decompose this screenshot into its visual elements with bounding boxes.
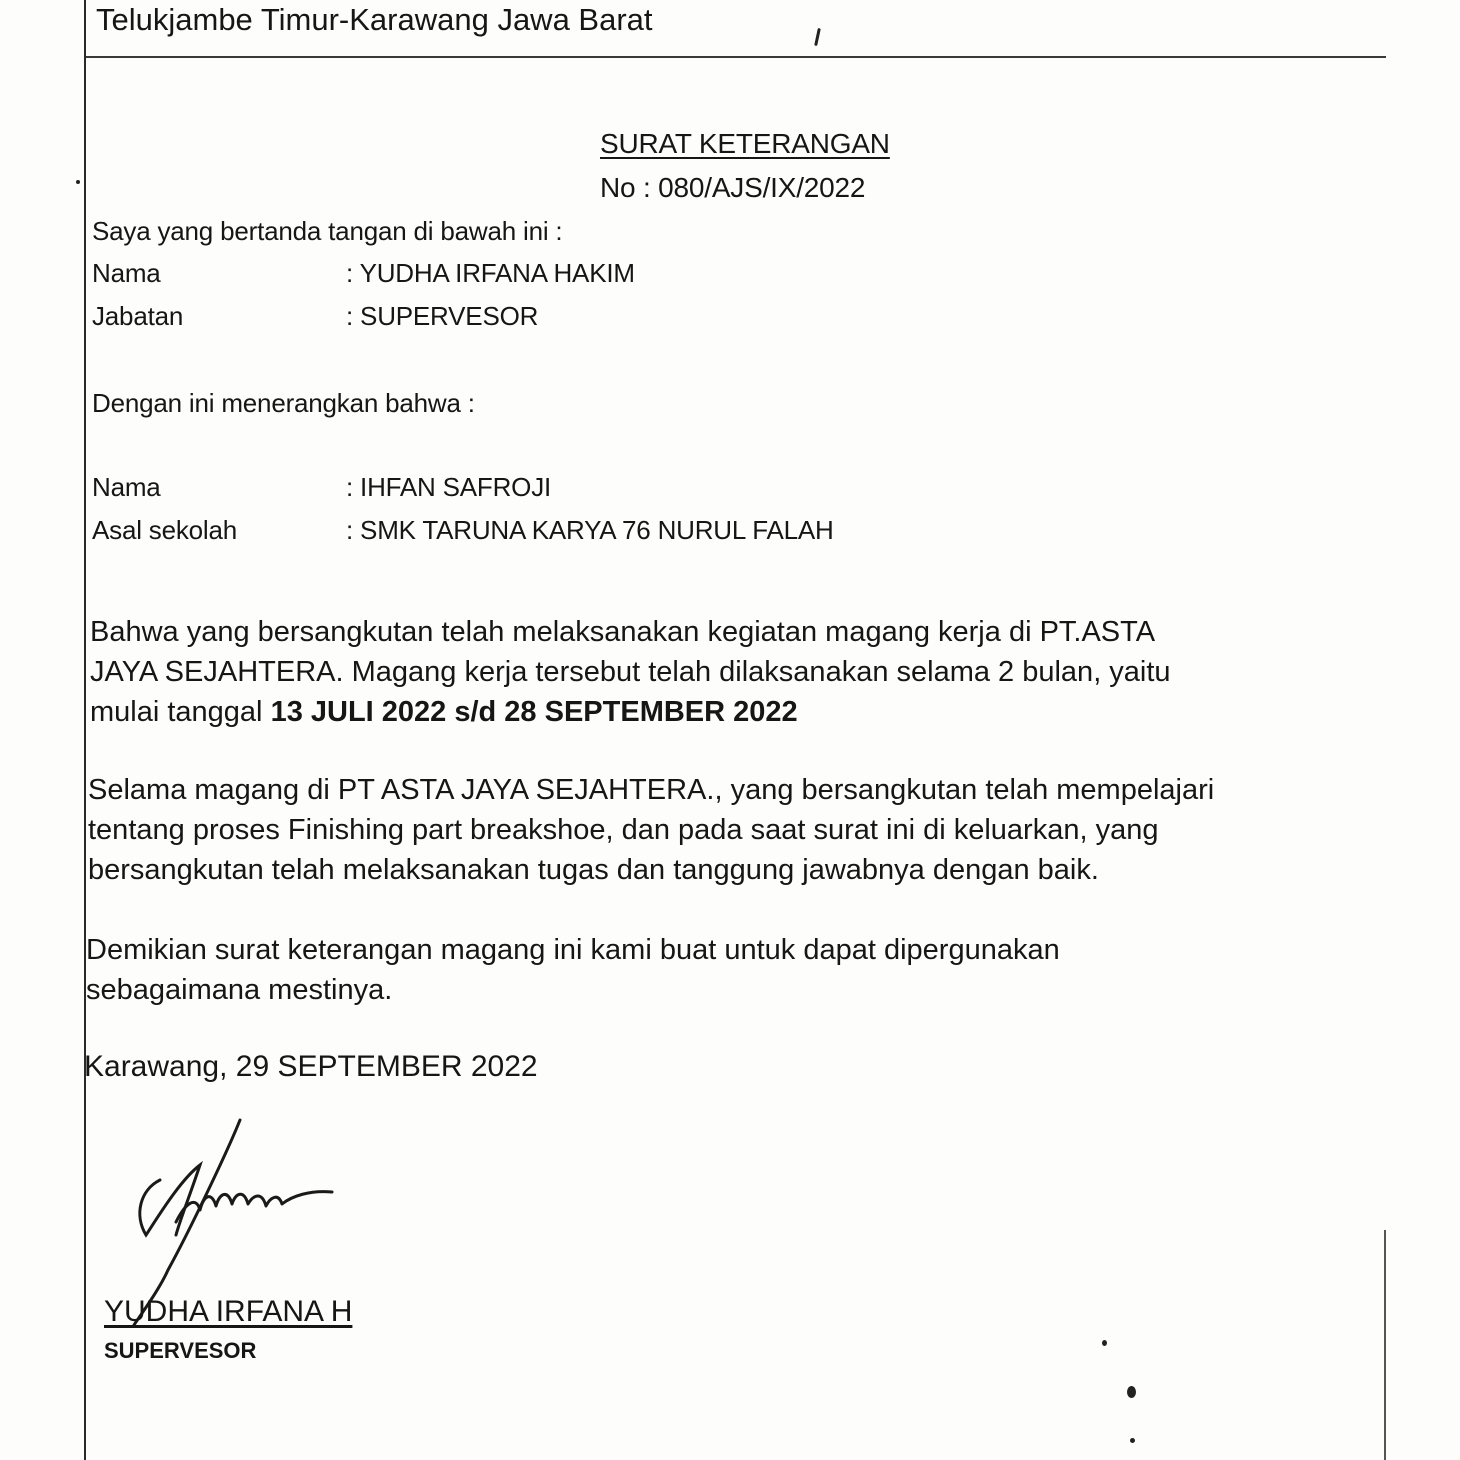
- paragraph-line: JAYA SEJAHTERA. Magang kerja tersebut telah dilaksanakan selama 2 bulan, yaitu: [90, 656, 1171, 688]
- student-name-value: : IHFAN SAFROJI: [346, 472, 552, 502]
- scan-speck: [1130, 1438, 1135, 1443]
- signer-name-label: Nama: [92, 258, 161, 288]
- header-address: Telukjambe Timur-Karawang Jawa Barat: [96, 2, 653, 37]
- scan-speck: [1102, 1340, 1107, 1346]
- scan-speck: [814, 28, 821, 46]
- signer-intro: Saya yang bertanda tangan di bawah ini :: [92, 216, 563, 246]
- paragraph-line: Selama magang di PT ASTA JAYA SEJAHTERA., yang bersangkutan telah mempelajari: [88, 774, 1215, 806]
- paragraph-line: sebagaimana mestinya.: [86, 974, 393, 1006]
- student-school-label: Asal sekolah: [92, 515, 238, 545]
- paragraph-line: Bahwa yang bersangkutan telah melaksanakan kegiatan magang kerja di PT.ASTA: [90, 616, 1156, 648]
- date-range-prefix: mulai tanggal: [90, 696, 271, 728]
- letter-number: No : 080/AJS/IX/2022: [600, 172, 866, 203]
- statement-line: Dengan ini menerangkan bahwa :: [92, 388, 475, 418]
- letter-title: SURAT KETERANGAN: [600, 128, 890, 159]
- closing-paragraph: [86, 930, 1286, 1010]
- signer-position-value: : SUPERVESOR: [346, 301, 539, 331]
- date-range: 13 JULI 2022 s/d 28 SEPTEMBER 2022: [270, 696, 798, 728]
- signer-position-label: Jabatan: [92, 301, 184, 331]
- student-name-label: Nama: [92, 472, 161, 502]
- signer-printed-name: YUDHA IRFANA H: [104, 1295, 353, 1328]
- internship-paragraph: [90, 612, 1370, 732]
- scan-speck: [76, 180, 80, 184]
- paragraph-line: tentang proses Finishing part breakshoe, dan pada saat surat ini di keluarkan, yang: [88, 814, 1159, 846]
- scan-speck: [1127, 1386, 1136, 1398]
- header-divider: [86, 56, 1386, 58]
- place-date: Karawang, 29 SEPTEMBER 2022: [84, 1050, 538, 1083]
- signer-printed-position: SUPERVESOR: [104, 1338, 257, 1363]
- learning-paragraph: [88, 770, 1378, 890]
- right-border-line: [1384, 1230, 1386, 1460]
- signer-name-value: : YUDHA IRFANA HAKIM: [346, 258, 635, 288]
- left-border-line: [84, 0, 86, 1460]
- paragraph-line: Demikian surat keterangan magang ini kami buat untuk dapat dipergunakan: [86, 934, 1060, 966]
- student-school-value: : SMK TARUNA KARYA 76 NURUL FALAH: [346, 515, 834, 545]
- paragraph-line: bersangkutan telah melaksanakan tugas dan tanggung jawabnya dengan baik.: [88, 854, 1099, 886]
- paragraph-line: [90, 692, 1370, 732]
